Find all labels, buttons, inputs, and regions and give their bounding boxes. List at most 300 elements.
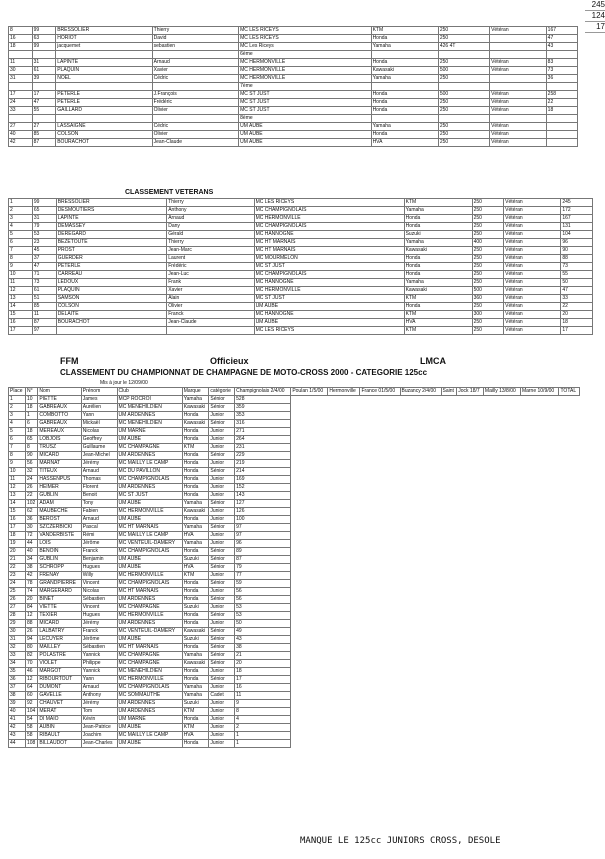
main-cell: TITEUX bbox=[38, 468, 81, 476]
main-header-row bbox=[9, 388, 580, 396]
veteran-cell: 51 bbox=[32, 295, 56, 303]
main-cell: MICARD bbox=[38, 620, 81, 628]
main-cell: Honda bbox=[182, 476, 209, 484]
main-cell: Sénior bbox=[209, 524, 235, 532]
veteran-cell: 250 bbox=[472, 247, 504, 255]
veteran-cell: 1 bbox=[9, 199, 33, 207]
main-cell: 271 bbox=[235, 428, 291, 436]
upper-cell: Vétéran bbox=[490, 27, 547, 35]
veteran-cell: 18 bbox=[561, 319, 593, 327]
veteran-cell: 23 bbox=[32, 239, 56, 247]
veteran-cell: 250 bbox=[472, 263, 504, 271]
upper-cell bbox=[546, 51, 577, 59]
main-cell: 127 bbox=[235, 500, 291, 508]
main-cell: Jean-Charles bbox=[81, 740, 117, 748]
main-row bbox=[9, 604, 580, 612]
main-header-cell: Hermonville bbox=[328, 388, 360, 396]
upper-cell: 250 bbox=[438, 27, 489, 35]
main-cell: MARNAT bbox=[38, 460, 81, 468]
upper-cell: MC HERMONVILLE bbox=[239, 67, 371, 75]
main-cell: 19 bbox=[9, 540, 26, 548]
veteran-row bbox=[9, 199, 593, 207]
main-cell: 43 bbox=[235, 636, 291, 644]
officieux-label: Officieux bbox=[210, 356, 249, 366]
main-cell: James bbox=[81, 396, 117, 404]
main-header-cell: Buzancy 2/4/00 bbox=[400, 388, 441, 396]
main-cell: 77 bbox=[235, 572, 291, 580]
veteran-cell: Alain bbox=[167, 295, 254, 303]
veteran-cell: MC CHAMPIGNOLAIS bbox=[254, 223, 404, 231]
upper-cell: 31 bbox=[9, 75, 33, 83]
main-cell: 27 bbox=[9, 604, 26, 612]
main-cell: 102 bbox=[25, 500, 37, 508]
upper-cell: 8 bbox=[9, 27, 33, 35]
veteran-cell: 53 bbox=[32, 231, 56, 239]
main-cell: 316 bbox=[235, 420, 291, 428]
main-header-cell: Champignolais 2/4/00 bbox=[235, 388, 291, 396]
upper-cell: 61 bbox=[32, 67, 56, 75]
main-cell: Benoit bbox=[81, 492, 117, 500]
main-cell: Sénior bbox=[209, 652, 235, 660]
main-cell: Sénior bbox=[209, 556, 235, 564]
veteran-cell: MC HANNOGNE bbox=[254, 279, 404, 287]
upper-row bbox=[9, 51, 578, 59]
upper-cell: MC ST JUST bbox=[239, 91, 371, 99]
main-cell: Junior bbox=[209, 444, 235, 452]
veteran-cell: 31 bbox=[32, 215, 56, 223]
main-row bbox=[9, 580, 580, 588]
upper-cell bbox=[546, 131, 577, 139]
main-row bbox=[9, 588, 580, 596]
upper-cell bbox=[371, 83, 438, 91]
main-header-cell: N° bbox=[25, 388, 37, 396]
upper-cell: LAPINTE bbox=[56, 59, 152, 67]
veteran-row bbox=[9, 231, 593, 239]
veteran-cell: LAPINTE bbox=[56, 215, 167, 223]
main-row bbox=[9, 460, 580, 468]
main-cell: 219 bbox=[235, 460, 291, 468]
main-cell: BINET bbox=[38, 596, 81, 604]
ffm-label: FFM bbox=[60, 356, 79, 366]
main-cell: 60 bbox=[25, 692, 37, 700]
main-cell: 42 bbox=[9, 724, 26, 732]
main-cell: Kawasaki bbox=[182, 660, 209, 668]
main-cell: Junior bbox=[209, 428, 235, 436]
upper-cell: MC LES RICEYS bbox=[239, 27, 371, 35]
main-cell: 31 bbox=[9, 636, 26, 644]
main-header-cell: Poulan 1/5/00 bbox=[291, 388, 328, 396]
main-cell: Arnaud bbox=[81, 516, 117, 524]
main-cell: MC MAILLY LE CAMP bbox=[117, 532, 182, 540]
main-title: CLASSEMENT DU CHAMPIONNAT DE CHAMPAGNE DE MOTO-CROSS 2000 - CATEGORIE 125cc bbox=[60, 368, 428, 377]
upper-cell: Honda bbox=[371, 99, 438, 107]
main-cell: Cadet bbox=[209, 692, 235, 700]
main-cell: 97 bbox=[235, 532, 291, 540]
main-cell: Sébastien bbox=[81, 644, 117, 652]
upper-cell: Vétéran bbox=[490, 99, 547, 107]
upper-cell bbox=[438, 83, 489, 91]
main-cell: KTM bbox=[182, 572, 209, 580]
upper-cell: 40 bbox=[9, 131, 33, 139]
upper-cell: BRESSOLIER bbox=[56, 27, 152, 35]
main-cell: VANDERBISTE bbox=[38, 532, 81, 540]
main-cell: MC CHAMPAGNE bbox=[117, 652, 182, 660]
upper-cell: UM AUBE bbox=[239, 131, 371, 139]
main-cell: MC CHAMPAGNE bbox=[117, 604, 182, 612]
upper-cell: 27 bbox=[32, 123, 56, 131]
main-cell: Sénior bbox=[209, 564, 235, 572]
main-cell: 8 bbox=[25, 444, 37, 452]
upper-cell bbox=[490, 51, 547, 59]
main-cell: 34 bbox=[25, 556, 37, 564]
main-header-cell: Jock 18/7 bbox=[457, 388, 484, 396]
main-cell: 21 bbox=[235, 652, 291, 660]
main-cell: MC VENTEUIL-DAMERY bbox=[117, 540, 182, 548]
main-cell: UM AUBE bbox=[117, 724, 182, 732]
main-cell: Junior bbox=[209, 508, 235, 516]
main-cell: 53 bbox=[235, 612, 291, 620]
veteran-cell: 8 bbox=[9, 255, 33, 263]
upper-row bbox=[9, 115, 578, 123]
main-cell: LECUYER bbox=[38, 636, 81, 644]
upper-cell: 99 bbox=[32, 43, 56, 51]
main-cell: 62 bbox=[25, 508, 37, 516]
veteran-cell: 12 bbox=[9, 287, 33, 295]
main-cell: MCP ROCROI bbox=[117, 396, 182, 404]
veteran-cell: Kawasaki bbox=[404, 247, 472, 255]
main-cell: Anthony bbox=[81, 692, 117, 700]
main-cell: 20 bbox=[235, 660, 291, 668]
veteran-cell: Vétéran bbox=[504, 207, 561, 215]
main-row bbox=[9, 628, 580, 636]
veteran-cell: MC HT MARNAIS bbox=[254, 239, 404, 247]
upper-cell: Vétéran bbox=[490, 131, 547, 139]
main-cell: 22 bbox=[9, 564, 26, 572]
upper-cell bbox=[32, 83, 56, 91]
main-cell: 353 bbox=[235, 412, 291, 420]
veteran-cell: Vétéran bbox=[504, 263, 561, 271]
main-row bbox=[9, 524, 580, 532]
veteran-cell: 400 bbox=[472, 239, 504, 247]
veteran-cell: Honda bbox=[404, 303, 472, 311]
main-cell: UM AUBE bbox=[117, 740, 182, 748]
upper-cell: 16 bbox=[9, 35, 33, 43]
veteran-cell: 97 bbox=[32, 327, 56, 335]
upper-cell: 55 bbox=[32, 107, 56, 115]
upper-cell: MC Les Riceys bbox=[239, 43, 371, 51]
main-cell: UM MARNE bbox=[117, 428, 182, 436]
main-cell: 13 bbox=[9, 492, 26, 500]
upper-cell: 250 bbox=[438, 75, 489, 83]
main-cell: 54 bbox=[25, 716, 37, 724]
main-cell: LOIS bbox=[38, 540, 81, 548]
main-cell: 231 bbox=[235, 444, 291, 452]
main-cell: POLASTRE bbox=[38, 652, 81, 660]
upper-cell: 11 bbox=[9, 59, 33, 67]
main-cell: Vincent bbox=[81, 604, 117, 612]
veteran-row bbox=[9, 215, 593, 223]
upper-row bbox=[9, 91, 578, 99]
main-cell: SCHROPP bbox=[38, 564, 81, 572]
main-cell: Junior bbox=[209, 484, 235, 492]
veteran-cell: MC ST JUST bbox=[254, 263, 404, 271]
veteran-cell: 15 bbox=[9, 311, 33, 319]
veteran-cell: 33 bbox=[561, 295, 593, 303]
veteran-cell: 172 bbox=[561, 207, 593, 215]
upper-cell: Vétéran bbox=[490, 91, 547, 99]
main-cell: 229 bbox=[235, 452, 291, 460]
main-cell: Kawasaki bbox=[182, 404, 209, 412]
main-cell: Jérôme bbox=[81, 636, 117, 644]
handwritten-note: MANQUE LE 125cc JUNIORS CROSS, DESOLE bbox=[300, 836, 501, 846]
upper-cell: 250 bbox=[438, 139, 489, 147]
main-cell: MC HERMONVILLE bbox=[117, 612, 182, 620]
main-cell: RIBOURTOUT bbox=[38, 676, 81, 684]
main-cell: 10 bbox=[25, 396, 37, 404]
main-cell: Philippe bbox=[81, 660, 117, 668]
upper-row bbox=[9, 59, 578, 67]
veteran-cell: Xavier bbox=[167, 287, 254, 295]
main-cell: Suzuki bbox=[182, 700, 209, 708]
main-cell: 58 bbox=[25, 732, 37, 740]
main-header-cell: Place bbox=[9, 388, 26, 396]
main-cell: 96 bbox=[235, 540, 291, 548]
veteran-cell: CARREAU bbox=[56, 271, 167, 279]
main-cell: 359 bbox=[235, 404, 291, 412]
main-cell: 36 bbox=[9, 676, 26, 684]
main-cell: UM AUBE bbox=[117, 516, 182, 524]
upper-cell: PETERLE bbox=[56, 91, 152, 99]
main-cell: UM AUBE bbox=[117, 436, 182, 444]
veteran-cell: MC ST JUST bbox=[254, 295, 404, 303]
main-cell: 16 bbox=[9, 516, 26, 524]
main-cell: 90 bbox=[25, 452, 37, 460]
main-cell: Junior bbox=[209, 740, 235, 748]
upper-cell: 63 bbox=[32, 35, 56, 43]
main-cell: MC DU PAVILLON bbox=[117, 468, 182, 476]
veteran-cell: KTM bbox=[404, 327, 472, 335]
veteran-cell: 37 bbox=[32, 255, 56, 263]
upper-cell: 47 bbox=[32, 99, 56, 107]
main-row bbox=[9, 660, 580, 668]
main-cell: MC SOMMAUTHE bbox=[117, 692, 182, 700]
upper-cell bbox=[9, 51, 33, 59]
veteran-cell: MC HERMONVILLE bbox=[254, 287, 404, 295]
veteran-cell: 10 bbox=[9, 271, 33, 279]
veteran-cell: COLSON bbox=[56, 303, 167, 311]
main-cell: 88 bbox=[25, 620, 37, 628]
main-cell: 9 bbox=[235, 700, 291, 708]
main-cell: 49 bbox=[235, 628, 291, 636]
main-cell: Yamaha bbox=[182, 684, 209, 692]
veteran-cell: MC HT MARNAIS bbox=[254, 247, 404, 255]
main-row bbox=[9, 428, 580, 436]
main-cell: MC HT MARNAIS bbox=[117, 524, 182, 532]
upper-cell: Honda bbox=[371, 107, 438, 115]
upper-cell bbox=[32, 51, 56, 59]
upper-row bbox=[9, 123, 578, 131]
veteran-cell: 61 bbox=[32, 287, 56, 295]
main-cell: Kawasaki bbox=[182, 508, 209, 516]
veteran-cell: KTM bbox=[404, 199, 472, 207]
main-header-cell: Club bbox=[117, 388, 182, 396]
upper-cell bbox=[152, 115, 238, 123]
upper-cell: Xavier bbox=[152, 67, 238, 75]
main-cell: Honda bbox=[182, 740, 209, 748]
upper-cell: Honda bbox=[371, 59, 438, 67]
main-cell: Sénior bbox=[209, 676, 235, 684]
upper-cell: 39 bbox=[32, 75, 56, 83]
main-row bbox=[9, 476, 580, 484]
main-cell: 104 bbox=[25, 708, 37, 716]
main-cell: Junior bbox=[209, 588, 235, 596]
main-cell: Kawasaki bbox=[182, 420, 209, 428]
veteran-row bbox=[9, 239, 593, 247]
upper-cell: 47 bbox=[546, 35, 577, 43]
main-cell: 56 bbox=[235, 588, 291, 596]
veteran-row bbox=[9, 263, 593, 271]
main-cell: Sénior bbox=[209, 612, 235, 620]
main-cell: MEREAUX bbox=[38, 428, 81, 436]
main-row bbox=[9, 516, 580, 524]
main-cell: MC VENTEUIL-DAMERY bbox=[117, 628, 182, 636]
veteran-cell: 4 bbox=[9, 223, 33, 231]
main-cell: 3 bbox=[9, 412, 26, 420]
main-cell: 70 bbox=[25, 660, 37, 668]
main-row bbox=[9, 508, 580, 516]
veteran-cell: 131 bbox=[561, 223, 593, 231]
veteran-cell: 7 bbox=[9, 247, 33, 255]
upper-cell: Vétéran bbox=[490, 107, 547, 115]
veteran-cell: Vétéran bbox=[504, 215, 561, 223]
main-row bbox=[9, 572, 580, 580]
main-cell: 65 bbox=[25, 436, 37, 444]
main-cell: 5 bbox=[9, 428, 26, 436]
main-row bbox=[9, 596, 580, 604]
main-cell: Junior bbox=[209, 668, 235, 676]
main-cell: DI MAIO bbox=[38, 716, 81, 724]
upper-row bbox=[9, 83, 578, 91]
main-cell: 26 bbox=[25, 484, 37, 492]
upper-cell: 43 bbox=[546, 43, 577, 51]
veteran-cell: 250 bbox=[472, 231, 504, 239]
main-cell: Sébastien bbox=[81, 596, 117, 604]
main-cell: 2 bbox=[9, 404, 26, 412]
veteran-cell: Franck bbox=[167, 311, 254, 319]
main-cell: Junior bbox=[209, 700, 235, 708]
upper-row bbox=[9, 35, 578, 43]
upper-cell bbox=[490, 75, 547, 83]
upper-cell: 18 bbox=[9, 43, 33, 51]
veteran-cell: 65 bbox=[32, 207, 56, 215]
main-cell: Sénior bbox=[209, 500, 235, 508]
main-cell: MC CHAMPIGNOLAIS bbox=[117, 684, 182, 692]
veteran-cell: Vétéran bbox=[504, 279, 561, 287]
veteran-row bbox=[9, 255, 593, 263]
upper-cell: Kawasaki bbox=[371, 67, 438, 75]
main-cell: Kawasaki bbox=[182, 628, 209, 636]
veteran-cell: Thierry bbox=[167, 239, 254, 247]
main-cell: MC ST JUST bbox=[117, 492, 182, 500]
upper-cell: David bbox=[152, 35, 238, 43]
main-cell: VIETTE bbox=[38, 604, 81, 612]
main-cell: 46 bbox=[25, 668, 37, 676]
veteran-cell: LEDOUX bbox=[56, 279, 167, 287]
veteran-cell: Vétéran bbox=[504, 287, 561, 295]
upper-cell: Yamaha bbox=[371, 43, 438, 51]
upper-cell: Vétéran bbox=[490, 123, 547, 131]
main-cell: Sénior bbox=[209, 660, 235, 668]
main-cell: 17 bbox=[9, 524, 26, 532]
main-cell: Honda bbox=[182, 460, 209, 468]
main-row bbox=[9, 652, 580, 660]
main-cell: Honda bbox=[182, 412, 209, 420]
main-row bbox=[9, 468, 580, 476]
veteran-cell: 300 bbox=[472, 311, 504, 319]
main-row bbox=[9, 420, 580, 428]
main-row bbox=[9, 612, 580, 620]
top-number: 124 bbox=[585, 11, 605, 22]
upper-cell: MC ST JUST bbox=[239, 107, 371, 115]
main-cell: MC MENEHILDIEN bbox=[117, 404, 182, 412]
main-cell: MC HERMONVILLE bbox=[117, 508, 182, 516]
veteran-cell: 87 bbox=[32, 319, 56, 327]
upper-team-table bbox=[8, 26, 578, 147]
veteran-cell: Yamaha bbox=[404, 279, 472, 287]
main-cell: 17 bbox=[235, 676, 291, 684]
main-row bbox=[9, 740, 580, 748]
main-cell: 64 bbox=[25, 684, 37, 692]
veteran-row bbox=[9, 303, 593, 311]
veteran-cell: MC CHAMPIGNOLAIS bbox=[254, 271, 404, 279]
veteran-cell: HVA bbox=[404, 319, 472, 327]
main-row bbox=[9, 444, 580, 452]
main-cell: 30 bbox=[9, 628, 26, 636]
veteran-row bbox=[9, 327, 593, 335]
main-cell: 18 bbox=[9, 532, 26, 540]
veteran-cell: 16 bbox=[9, 319, 33, 327]
upper-cell: 7ème bbox=[239, 83, 371, 91]
upper-cell: 87 bbox=[32, 139, 56, 147]
main-cell: Suzuki bbox=[182, 636, 209, 644]
veteran-cell: 85 bbox=[32, 303, 56, 311]
main-cell: 528 bbox=[235, 396, 291, 404]
main-row bbox=[9, 492, 580, 500]
main-row bbox=[9, 500, 580, 508]
upper-cell: 500 bbox=[438, 91, 489, 99]
main-cell: 21 bbox=[9, 556, 26, 564]
main-cell: 4 bbox=[235, 716, 291, 724]
upper-cell: Honda bbox=[371, 91, 438, 99]
upper-cell: HORIOT bbox=[56, 35, 152, 43]
main-cell: BILLAUDOT bbox=[38, 740, 81, 748]
veteran-cell: MC HANNOGNE bbox=[254, 231, 404, 239]
veteran-cell: 104 bbox=[561, 231, 593, 239]
main-cell: Junior bbox=[209, 724, 235, 732]
main-cell: LOBJOIS bbox=[38, 436, 81, 444]
upper-cell: 22 bbox=[546, 99, 577, 107]
main-row bbox=[9, 564, 580, 572]
upper-row bbox=[9, 67, 578, 75]
veteran-cell: DELAITE bbox=[56, 311, 167, 319]
main-row bbox=[9, 636, 580, 644]
veteran-row bbox=[9, 319, 593, 327]
veteran-row bbox=[9, 207, 593, 215]
upper-cell: COLSON bbox=[56, 131, 152, 139]
upper-cell: PETERLE bbox=[56, 99, 152, 107]
main-cell: UM ARDENNES bbox=[117, 452, 182, 460]
upper-cell bbox=[32, 115, 56, 123]
